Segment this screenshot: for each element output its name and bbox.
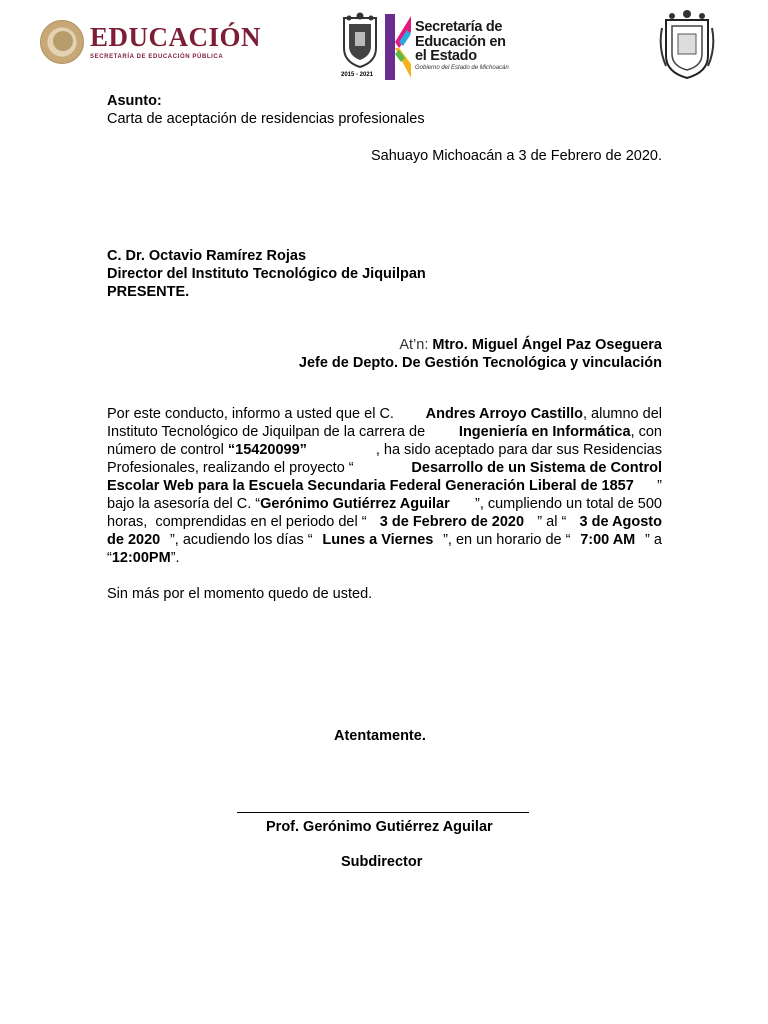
end-date: 3 de Agosto xyxy=(579,514,662,530)
project-name: Desarrollo de un Sistema de Control xyxy=(411,460,662,476)
body-line: Por este conducto, informo a usted que el C. Andres Arroyo Castillo, alumno del xyxy=(107,406,662,422)
k-logo-icon xyxy=(383,12,413,82)
body-line: “ 12:00PM ”. xyxy=(107,550,180,566)
mexico-seal-icon xyxy=(40,20,84,64)
signature-line xyxy=(237,812,529,813)
signer-title: Subdirector xyxy=(341,854,423,870)
body-line: bajo la asesoría del C. “Gerónimo Gutiérrez Aguilar ”, cumpliendo un total de 500 xyxy=(107,496,662,512)
school-crest-icon xyxy=(658,8,716,80)
michoacan-title: Secretaría de Educación en el Estado xyxy=(415,19,506,64)
attention-label: At’n: xyxy=(399,337,429,353)
project-name-cont: Escolar Web para la Escuela Secundaria Federal Generación Liberal de 1857 xyxy=(107,478,634,494)
recipient-greeting: PRESENTE. xyxy=(107,284,190,300)
subject-label: Asunto: xyxy=(107,93,162,109)
body-line: Escolar Web para la Escuela Secundaria Federal Generación Liberal de 1857 ” xyxy=(107,478,662,494)
attention-name: Mtro. Miguel Ángel Paz Oseguera xyxy=(432,337,662,353)
end-date-cont: de 2020 xyxy=(107,532,161,548)
michoacan-shield-icon xyxy=(341,12,379,68)
student-name: Andres Arroyo Castillo xyxy=(425,406,583,422)
regards: Atentamente. xyxy=(334,728,426,744)
recipient-title: Director del Instituto Tecnológico de Jiquilpan xyxy=(107,266,426,282)
closing-line: Sin más por el momento quedo de usted. xyxy=(107,586,373,602)
body-line: Instituto Tecnológico de Jiquilpan de la carrera de Ingeniería en Informática, con xyxy=(107,424,662,440)
michoacan-years: 2015 - 2021 xyxy=(341,72,374,78)
body-paragraph xyxy=(107,405,662,567)
start-date: 3 de Febrero de 2020 xyxy=(379,514,525,530)
attention-title: Jefe de Depto. De Gestión Tecnológica y vinculación xyxy=(298,355,662,371)
subject-text: Carta de aceptación de residencias profesionales xyxy=(107,111,425,127)
control-number: “15420099” xyxy=(227,442,307,458)
sep-logo-subtext: SECRETARÍA DE EDUCACIÓN PÚBLICA xyxy=(90,54,224,60)
sep-logo xyxy=(40,18,262,68)
signer-name: Prof. Gerónimo Gutiérrez Aguilar xyxy=(266,819,493,835)
time-end: 12:00PM xyxy=(111,550,171,566)
body-line: horas, comprendidas en el periodo del “ 3 de Febrero de 2020 ” al “ 3 de Agosto xyxy=(107,514,662,530)
michoacan-subtitle: Gobierno del Estado de Michoacán xyxy=(415,65,509,71)
attention-line xyxy=(250,336,662,354)
place-date: Sahuayo Michoacán a 3 de Febrero de 2020. xyxy=(370,148,662,164)
advisor-name: Gerónimo Gutiérrez Aguilar xyxy=(260,496,450,512)
body-line: número de control “15420099” , ha sido aceptado para dar sus Residencias xyxy=(107,442,662,458)
attendance-days: Lunes a Viernes xyxy=(322,532,434,548)
body-line: Profesionales, realizando el proyecto “ Desarrollo de un Sistema de Control xyxy=(107,460,662,476)
recipient-name: C. Dr. Octavio Ramírez Rojas xyxy=(107,248,307,264)
sep-logo-text: EDUCACIÓN xyxy=(90,22,262,52)
body-line: de 2020 ”, acudiendo los días “ Lunes a Viernes ”, en un horario de “ 7:00 AM ” a xyxy=(107,532,662,548)
time-start: 7:00 AM xyxy=(580,532,636,548)
michoacan-education-logo xyxy=(341,12,531,84)
career-name: Ingeniería en Informática xyxy=(458,424,631,440)
